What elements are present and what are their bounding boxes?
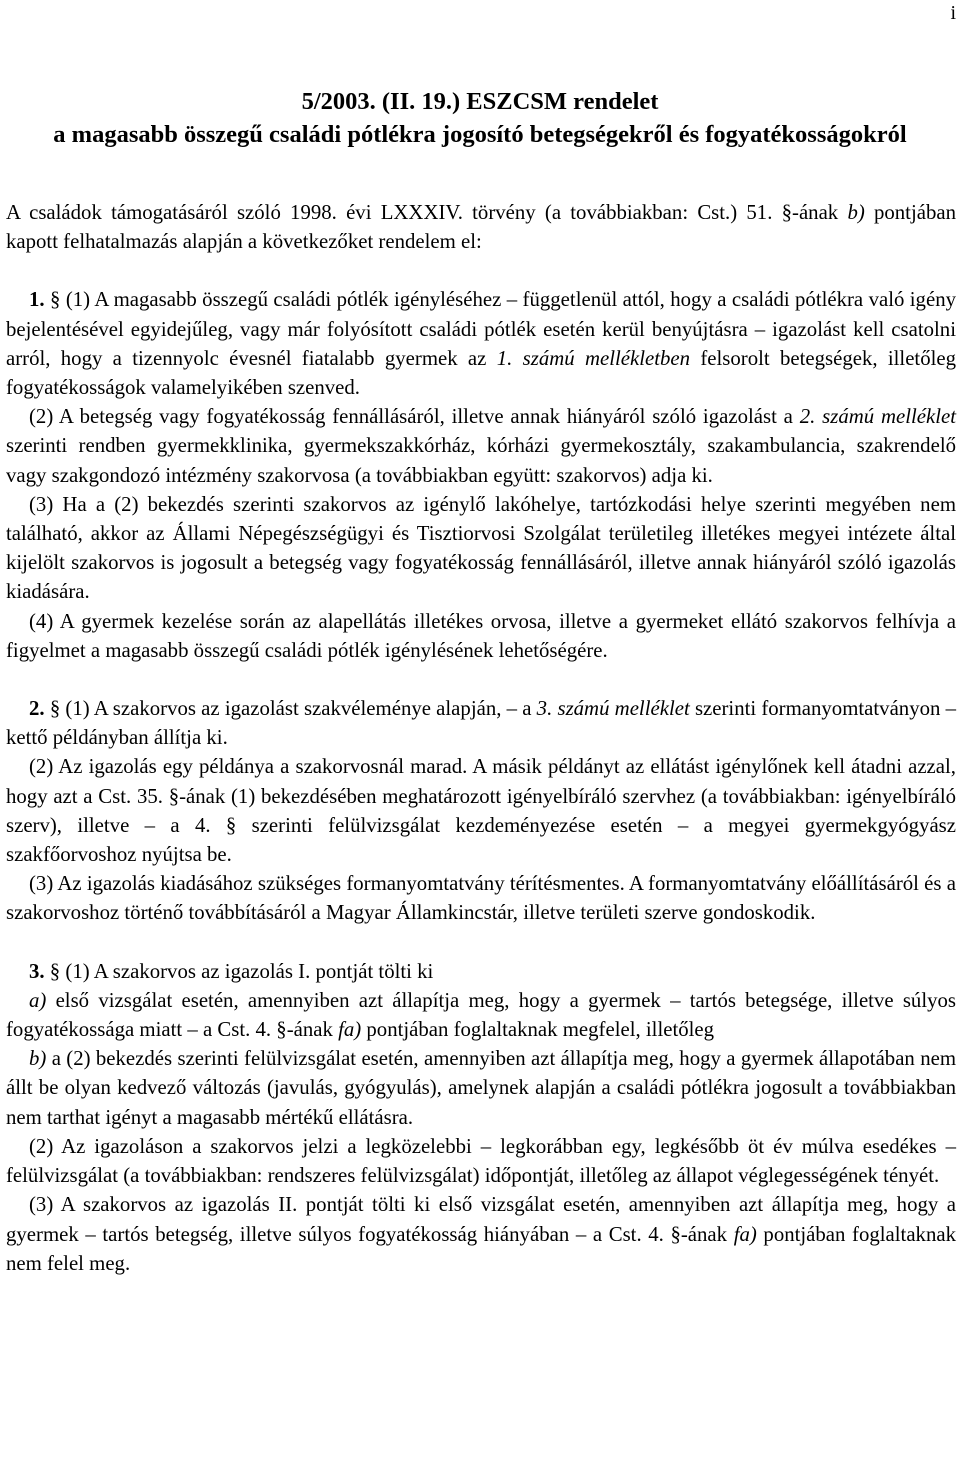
section-number: 2. (29, 697, 45, 721)
section-number: 3. (29, 959, 45, 983)
section-2-paragraph-1: 2. § (1) A szakorvos az igazolást szakvéleménye alapján, – a 3. számú melléklet szerinti formanyomtatványon – kettő példányban állítja ki. (6, 697, 956, 750)
spacer (6, 256, 956, 285)
section-3-paragraph-3: (3) A szakorvos az igazolás II. pontját tölti ki első vizsgálat esetén, amennyiben azt állapítja meg, hogy a gyermek – tartós betegség, illetve súlyos fogyatékosság hiányában – a Cst. 4. §-ának fa) pontjában foglaltaknak nem felel meg. (6, 1193, 956, 1275)
document-body (6, 198, 956, 1278)
section-1-paragraph-1: 1. § (1) A magasabb összegű családi pótlék igényléséhez – függetlenül attól, hogy a családi pótlékra való igény bejelentésével egyidejűleg, vagy már folyósított családi pótlék esetén kerül benyújtásra – igazolást kell csatolni arról, hogy a tizennyolc évesnél fiatalabb gyermek az 1. számú mellékletben felsorolt betegségek, illetőleg fogyatékosságok valamelyikében szenved. (6, 288, 957, 400)
section-2-paragraph-3: (3) Az igazolás kiadásához szükséges formanyomtatvány térítésmentes. A formanyomtatvány előállításáról és a szakorvoshoz történő továbbításáról a Magyar Államkincstár, illetve területi szerve gondoskodik. (6, 872, 956, 925)
section-3-paragraph-2: (2) Az igazoláson a szakorvos jelzi a legközelebbi – legkorábban egy, legkésőbb öt év múlva esedékes – felülvizsgálat (a továbbiakban: rendszeres felülvizsgálat) időpontját, illetőleg az állapot véglegességének tényét. (6, 1134, 956, 1188)
document-title-line-1: 5/2003. (II. 19.) ESZCSM rendelet (301, 88, 659, 115)
section-1-paragraph-4: (4) A gyermek kezelése során az alapellátás illetékes orvosa, illetve a gyermeket ellátó szakorvos felhívja a figyelmet a magasabb összegű családi pótlék igénylésének lehetőségére. (6, 609, 956, 662)
section-1-paragraph-3: (3) Ha a (2) bekezdés szerinti szakorvos az igénylő lakóhelye, tartózkodási helye szerinti megyében nem található, akkor az Állami Népegészségügyi és Tisztiorvosi Szolgálat területileg illetékes megyei intézete által kijelölt szakorvos is jogosult a betegség vagy fogyatékosság fennállásáról, illetve annak hiányáról szóló igazolás kiadására. (6, 492, 956, 604)
spacer (6, 928, 956, 957)
section-3-point-a: a) első vizsgálat esetén, amennyiben azt állapítja meg, hogy a gyermek – tartós betegsége, illetve súlyos fogyatékossága miatt – a Cst. 4. §-ának fa) pontjában foglaltaknak megfelel, illetőleg (6, 988, 956, 1042)
section-1-paragraph-2: (2) A betegség vagy fogyatékosság fennállásáról, illetve annak hiányáról szóló igazolást a 2. számú melléklet szerinti rendben gyermekklinika, gyermekszakkórház, kórházi gyermekosztály, szakambulancia, szakrendelő vagy szakgondozó intézmény szakorvosa (a továbbiakban együtt: szakorvos) adja ki. (6, 405, 957, 487)
document-title-line-2: a magasabb összegű családi pótlékra jogosító betegségekről és fogyatékosságokról (53, 121, 907, 148)
section-number: 1. (29, 288, 45, 312)
section-3-point-b: b) a (2) bekezdés szerinti felülvizsgálat esetén, amennyiben azt állapítja meg, hogy a gyermek állapotában nem állt be olyan kedvező változás (javulás, gyógyulás), amelynek alapján a családi pótlékra jogosult a továbbiakban nem tarthat igényt a magasabb mértékű ellátásra. (6, 1047, 956, 1129)
section-3-paragraph-1: 3. § (1) A szakorvos az igazolás I. pontját tölti ki (29, 959, 434, 983)
section-2-paragraph-2: (2) Az igazolás egy példánya a szakorvosnál marad. A másik példányt az ellátást igénylőnek kell átadni azzal, hogy azt a Cst. 35. §-ának (1) bekezdésében meghatározott igényelbíráló szervhez (a továbbiakban: igényelbíráló szerv), illetve – a 4. § szerinti felülvizsgálat kezdeményezése esetén – a megyei gyermekgyógyász szakfőorvoshoz nyújtsa be. (6, 755, 956, 867)
spacer (6, 665, 956, 694)
preamble: A családok támogatásáról szóló 1998. évi LXXXIV. törvény (a továbbiakban: Cst.) 51. §-ának b) pontjában kapott felhatalmazás alapján a következőket rendelem el: (6, 201, 956, 254)
page-number-marker: i (950, 2, 956, 24)
